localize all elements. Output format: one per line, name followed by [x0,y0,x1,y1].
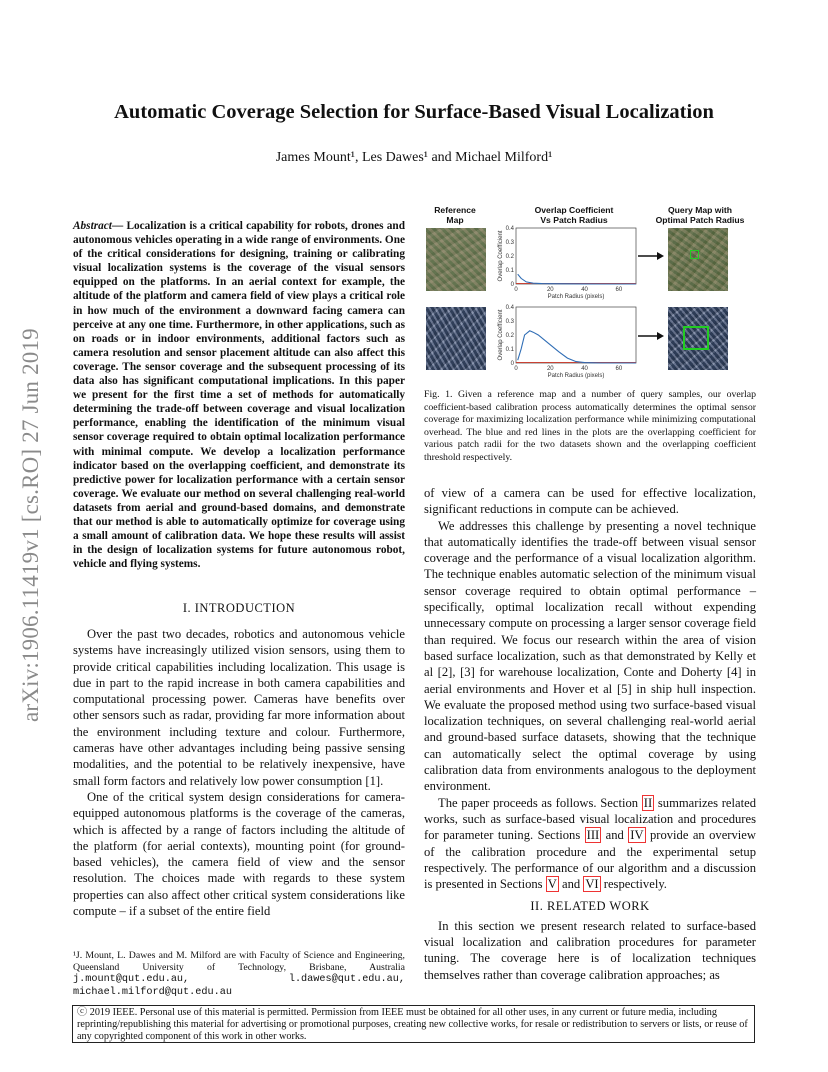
query-map-aerial-image [668,228,728,291]
optimal-patch-box [690,250,699,259]
section-heading-introduction: I. INTRODUCTION [182,601,296,615]
section-link-IV[interactable]: IV [630,828,644,843]
overlap-chart-2 [494,299,644,383]
x-tick-label: 20 [546,287,554,293]
copyright-notice: ⓒ 2019 IEEE. Personal use of this material is permitted. Permission from IEEE must be obtained for all other uses, in any current or future media, including reprinting/republishing this material for advertising or promotional purposes, creating new collective works, for resale or redistribution to servers or lists, or reuse of any copyrighted component of this work in other works. [72,1005,755,1043]
introduction-text [73,626,405,919]
y-tick-label: 0.2 [505,254,514,260]
abstract-label: Abstract [73,220,112,232]
plot-frame [516,228,636,284]
right-column-text [424,485,756,983]
affiliation-footnote [73,950,405,998]
arrow-right-icon [638,251,664,261]
x-tick-label: 40 [581,287,588,293]
paper-title: Automatic Coverage Selection for Surface-Based Visual Localization [114,101,714,123]
label-overlap-coefficient: Overlap Coefficient Vs Patch Radius [534,205,614,225]
arxiv-identifier: arXiv:1906.11419v1 [cs.RO] 27 Jun 2019 [18,328,43,722]
intro-paragraph-2: One of the critical system design considerations for camera-equipped autonomous platforms is the coverage of the cameras, which is affected by a range of factors including the altitude of the platform (for aerial contexts), mounting point (for ground-based vehicles), the camera field of view and the sensor resolution. The choices made with regards to these system properties can also affect other critical system considerations like compute – if a subset of the entire field [73,789,405,919]
reference-map-aerial-image [426,228,486,291]
y-tick-label: 0.1 [505,347,514,353]
email-mount[interactable]: j.mount@qut.edu.au, [73,974,190,986]
x-tick-label: 60 [615,366,623,372]
reference-map-ground-image [426,307,486,370]
label-reference-map: Reference Map [434,205,476,225]
footnote-text: ¹J. Mount, L. Dawes and M. Milford are with Faculty of Science and Engineering, Queensland University of Technology, Brisbane, Australia [73,950,405,973]
section-link-V[interactable]: V [547,877,557,892]
overlap-chart-1 [494,220,644,302]
y-axis-label: Overlap Coefficient [498,230,504,282]
x-tick-label: 20 [546,366,554,372]
y-tick-label: 0.2 [505,333,514,339]
figure-1 [424,203,756,383]
x-tick-label: 0 [514,287,518,293]
query-map-ground-image [668,307,728,370]
x-tick-label: 0 [514,366,518,372]
related-work-paragraph: In this section we present research related to surface-based visual localization and calibration procedures for parameter tuning. The coverage here is of localization techniques themselves rather than coverage calibration approaches; as [424,918,756,982]
right-paragraph-2: The paper proceeds as follows. Section II summarizes related works, such as surface-based visual localization and procedures for parameter tuning. Sections III and IV provide an overview of the calibration procedure and the experimental setup respectively. The performance of our algorithm and a discussion is presented in Sections V and VI respectively. [424,795,756,892]
section-link-VI[interactable]: VI [585,877,599,892]
y-tick-label: 0.3 [505,240,514,246]
y-tick-label: 0 [510,361,514,367]
x-tick-label: 60 [615,287,623,293]
plot-frame [516,307,636,363]
x-tick-label: 40 [581,366,588,372]
figure-1-caption: Fig. 1. Given a reference map and a number of query samples, our overlap coefficient-based calibration process automatically determines the optimal sensor coverage for maximizing localization performance while minimizing computational overhead. The blue and red lines in the plots are the overlapping coefficient for various patch radii for the two datasets shown and the overlapping coefficient threshold respectively. [424,389,756,463]
overlap-series-line [518,331,636,363]
abstract [73,219,405,571]
x-axis-label: Patch Radius (pixels) [547,294,605,300]
section-link-III[interactable]: III [586,828,600,843]
email-milford[interactable]: michael.milford@qut.edu.au [73,986,232,998]
right-paragraph-1: We addresses this challenge by presenting a novel technique that automatically identifies the trade-off between visual sensor coverage and the performance of a visual localization algorithm. The technique enables automatic selection of the minimum visual sensor coverage required to obtain optimal performance – specifically, optimal localization recall without expending unnecessary compute on processing a larger sensor coverage field than required. We focus our research within the area of vision based surface localization, such as that demonstrated by Kelly et al [2], [3] for warehouse localization, Conte and Doherty [4] in aerial environments and Hover et al [5] in ship hull inspection. We evaluate the proposed method using two surface-based visual localization techniques, on several challenging real-world aerial and ground-based surface datasets, showing that the technique can automatically select the optimal coverage by using calibration data from environments analogous to the deployment environment. [424,518,756,794]
y-tick-label: 0.1 [505,268,514,274]
y-tick-label: 0.4 [505,226,514,232]
y-tick-label: 0 [510,282,514,288]
intro-paragraph-1: Over the past two decades, robotics and autonomous vehicle systems have increasingly utilized vision sensors, using them to provide critical capabilities including localization. This usage is due in part to the rapid increase in both camera capabilities and computational processing power. Cameras have benefits over other sensors such as radar, providing far more information about the environment including texture and colour. Furthermore, cameras have other advantages including being passive sensing modalities, and the potential to be relatively inexpensive, have small form factors and relatively low power consumption [1]. [73,627,405,788]
overlap-series-line [518,274,636,284]
author-list: James Mount¹, Les Dawes¹ and Michael Milford¹ [275,150,553,165]
optimal-patch-box [683,326,709,350]
y-tick-label: 0.4 [505,305,514,311]
right-paragraph-0: of view of a camera can be used for effective localization, significant reductions in compute can be achieved. [424,486,756,517]
section-link-II[interactable]: II [643,795,653,810]
label-query-map: Query Map with Optimal Patch Radius [655,205,745,225]
section-heading-related-work: II. RELATED WORK [530,899,650,914]
y-tick-label: 0.3 [505,319,514,325]
x-axis-label: Patch Radius (pixels) [547,373,605,379]
arrow-right-icon [638,331,664,341]
y-axis-label: Overlap Coefficient [498,309,504,361]
email-dawes[interactable]: l.dawes@qut.edu.au, [288,974,405,986]
abstract-text: — Localization is a critical capability for robots, drones and autonomous vehicles operating in a wide range of environments. One of the critical considerations for designing, training or calibrating visual localization systems is the coverage of the visual sensors equipped on the platforms. In an aerial context for example, the altitude of the platform and camera field of view plays a critical role in how much of the environment a downward facing camera can perceive at any one time. Furthermore, in other applications, such as on roads or in indoor environments, additional factors such as camera resolution and sensor placement altitude can also affect this coverage. The sensor coverage and the subsequent processing of its data also has significant computational implications. In this paper we present for the first time a set of methods for automatically determining the trade-off between coverage and visual localization performance, enabling the identification of the minimum visual sensor coverage required to obtain optimal localization performance with minimal compute. We develop a localization performance indicator based on the overlapping coefficient, and demonstrate its predictive power for localization performance with a certain sensor coverage. We evaluate our method on several challenging real-world datasets from aerial and ground-based domains, and demonstrate that our method is able to automatically optimize for coverage using a small amount of calibration data. We hope these results will assist in the design of localization systems for future autonomous robot, vehicle and flying systems. [73,220,405,571]
